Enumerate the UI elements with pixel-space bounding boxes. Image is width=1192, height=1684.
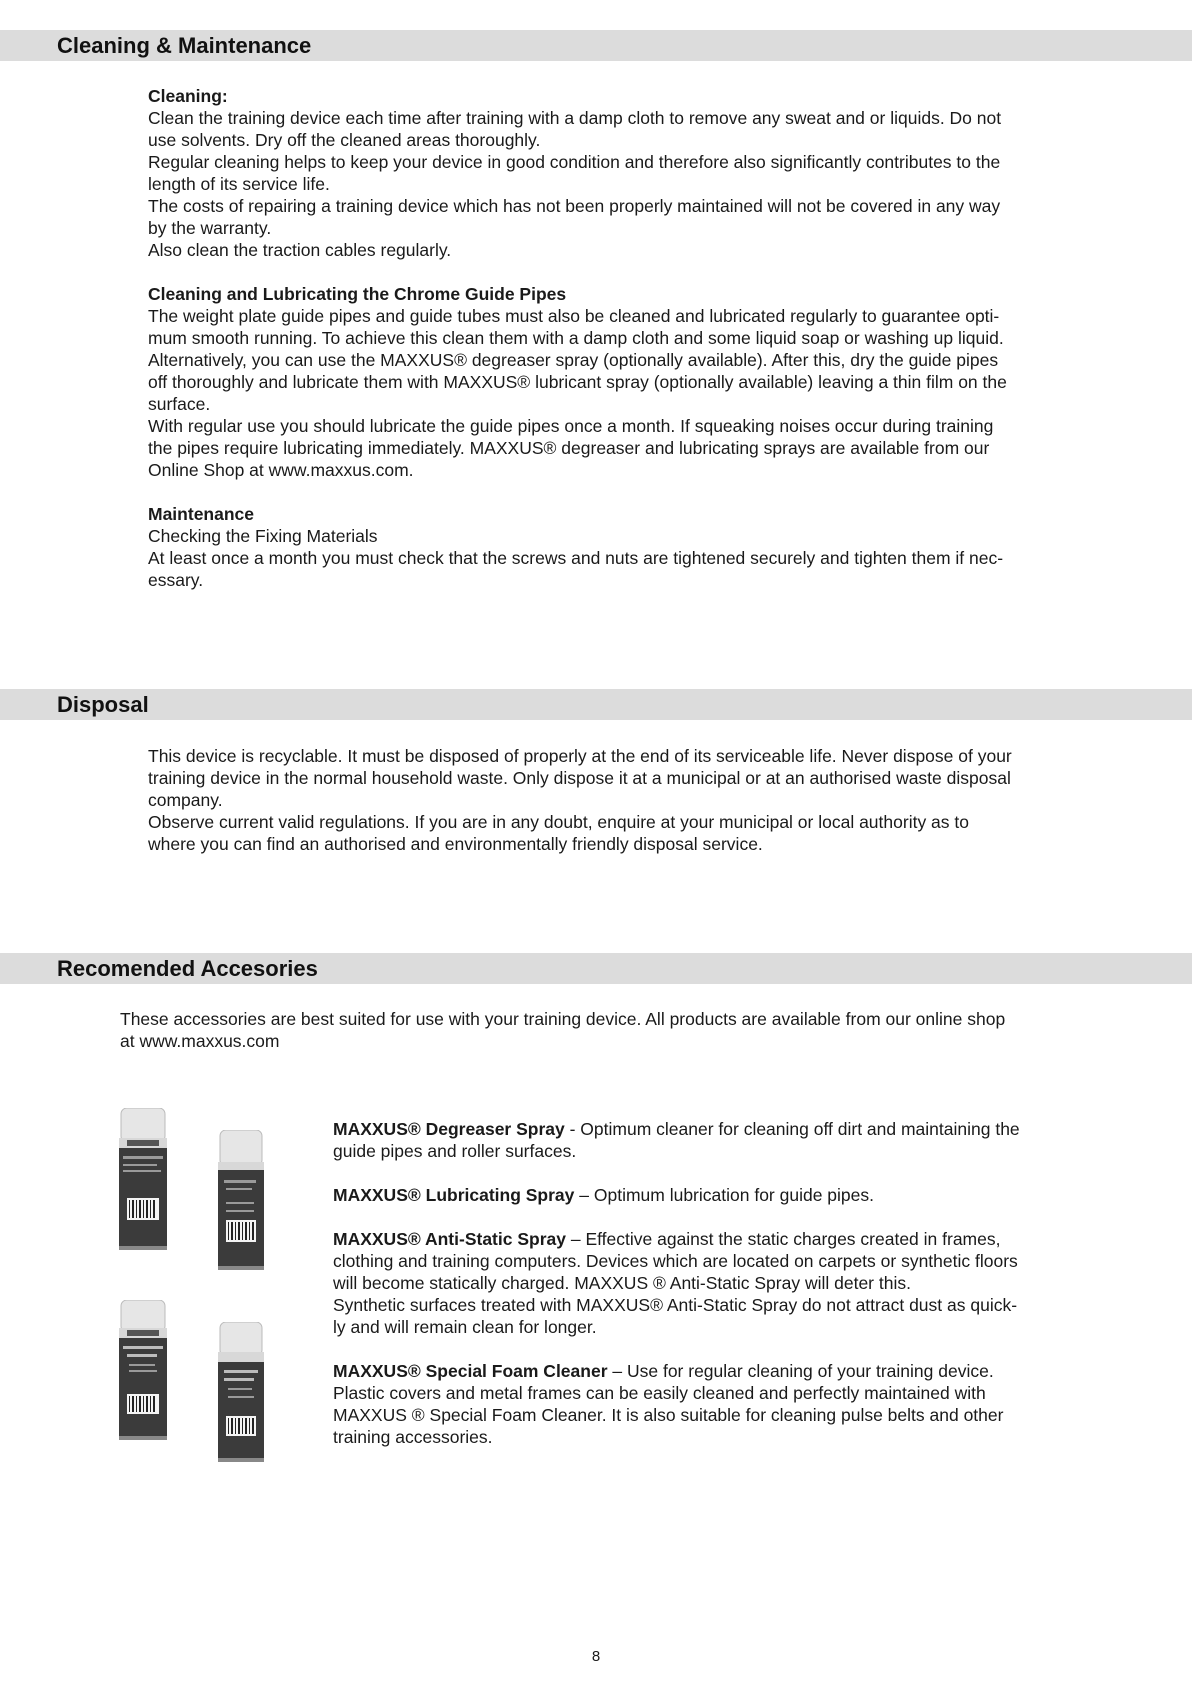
section-title-accessories: Recomended Accesories [57, 956, 318, 981]
text-line: Alternatively, you can use the MAXXUS® degreaser spray (optionally available). After this, dry the guide pipes [148, 350, 999, 370]
text-line: The costs of repairing a training device which has not been properly maintained will not be covered in any way [148, 196, 1001, 216]
page-number: 8 [591, 1648, 601, 1665]
text-line: Plastic covers and metal frames can be easily cleaned and perfectly maintained with [333, 1383, 986, 1403]
text-line: These accessories are best suited for use with your training device. All products are available from our online shop [120, 1009, 1006, 1029]
special-foam-cleaner-can-image [216, 1322, 266, 1466]
text-line: off thoroughly and lubricate them with MAXXUS® lubricant spray (optionally available) leaving a thin film on the [148, 372, 1007, 392]
degreaser-desc: - Optimum cleaner for cleaning off dirt and maintaining the [564, 1119, 1020, 1139]
lubricating-name: MAXXUS® Lubricating Spray [333, 1185, 575, 1205]
text-line: ly and will remain clean for longer. [333, 1317, 597, 1337]
text-line: Observe current valid regulations. If you are in any doubt, enquire at your municipal or local authority as to [148, 812, 969, 832]
anti-static-spray-can-image [117, 1300, 169, 1444]
degreaser-spray-can-image [117, 1108, 169, 1252]
text-line: This device is recyclable. It must be disposed of properly at the end of its serviceable life. Never dispose of your [148, 746, 1012, 766]
text-line: will become statically charged. MAXXUS ® Anti-Static Spray will deter this. [333, 1273, 911, 1293]
text-line: With regular use you should lubricate the guide pipes once a month. If squeaking noises occur during training [148, 416, 994, 436]
text-line: clothing and training computers. Devices which are located on carpets or synthetic floors [333, 1251, 1018, 1271]
lubricating-item [333, 1184, 1073, 1206]
lubricating-desc: – Optimum lubrication for guide pipes. [574, 1185, 874, 1205]
foam-cleaner-desc: – Use for regular cleaning of your training device. [607, 1361, 994, 1381]
section-title-cleaning: Cleaning & Maintenance [57, 33, 312, 58]
section-header-cleaning [0, 30, 1192, 61]
text-line: At least once a month you must check that the screws and nuts are tightened securely and tighten them if nec- [148, 548, 1004, 568]
lubricating-heading: Cleaning and Lubricating the Chrome Guide Pipes [148, 284, 567, 304]
text-line: training accessories. [333, 1427, 493, 1447]
anti-static-name: MAXXUS® Anti-Static Spray [333, 1229, 566, 1249]
text-line: the pipes require lubricating immediately. MAXXUS® degreaser and lubricating sprays are available from our [148, 438, 990, 458]
text-line: length of its service life. [148, 174, 330, 194]
text-line: Regular cleaning helps to keep your device in good condition and therefore also significantly contributes to the [148, 152, 1001, 172]
text-line: guide pipes and roller surfaces. [333, 1141, 577, 1161]
text-line: training device in the normal household waste. Only dispose it at a municipal or at an authorised waste disposal [148, 768, 1011, 788]
text-line: company. [148, 790, 223, 810]
text-line: Clean the training device each time after training with a damp cloth to remove any sweat and or liquids. Do not [148, 108, 1002, 128]
text-line: essary. [148, 570, 204, 590]
text-line: where you can find an authorised and environmentally friendly disposal service. [148, 834, 763, 854]
text-line: MAXXUS ® Special Foam Cleaner. It is also suitable for cleaning pulse belts and other [333, 1405, 1004, 1425]
degreaser-name: MAXXUS® Degreaser Spray [333, 1119, 565, 1139]
text-line: The weight plate guide pipes and guide tubes must also be cleaned and lubricated regularly to guarantee opti- [148, 306, 1000, 326]
foam-cleaner-item [333, 1360, 1073, 1382]
text-line: Checking the Fixing Materials [148, 526, 378, 546]
text-line: Synthetic surfaces treated with MAXXUS® Anti-Static Spray do not attract dust as quick- [333, 1295, 1018, 1315]
text-line: mum smooth running. To achieve this clean them with a damp cloth and some liquid soap or washing up liquid. [148, 328, 1004, 348]
degreaser-item [333, 1118, 1073, 1140]
disposal-content [148, 745, 1048, 855]
text-line: at www.maxxus.com [120, 1031, 280, 1051]
text-line: by the warranty. [148, 218, 272, 238]
cleaning-heading: Cleaning: [148, 86, 228, 106]
cleaning-content [148, 85, 1048, 591]
section-title-disposal: Disposal [57, 692, 149, 717]
text-line: use solvents. Dry off the cleaned areas thoroughly. [148, 130, 541, 150]
maintenance-heading: Maintenance [148, 504, 254, 524]
text-line: surface. [148, 394, 211, 414]
foam-cleaner-name: MAXXUS® Special Foam Cleaner [333, 1361, 608, 1381]
section-header-accessories [0, 953, 1192, 984]
text-line: Also clean the traction cables regularly. [148, 240, 452, 260]
section-header-disposal [0, 689, 1192, 720]
text-line: Online Shop at www.maxxus.com. [148, 460, 414, 480]
anti-static-desc: – Effective against the static charges created in frames, [565, 1229, 1001, 1249]
anti-static-item [333, 1228, 1073, 1250]
accessories-intro [120, 1008, 1060, 1052]
lubricating-spray-can-image [216, 1130, 266, 1274]
accessories-list [333, 1118, 1073, 1448]
